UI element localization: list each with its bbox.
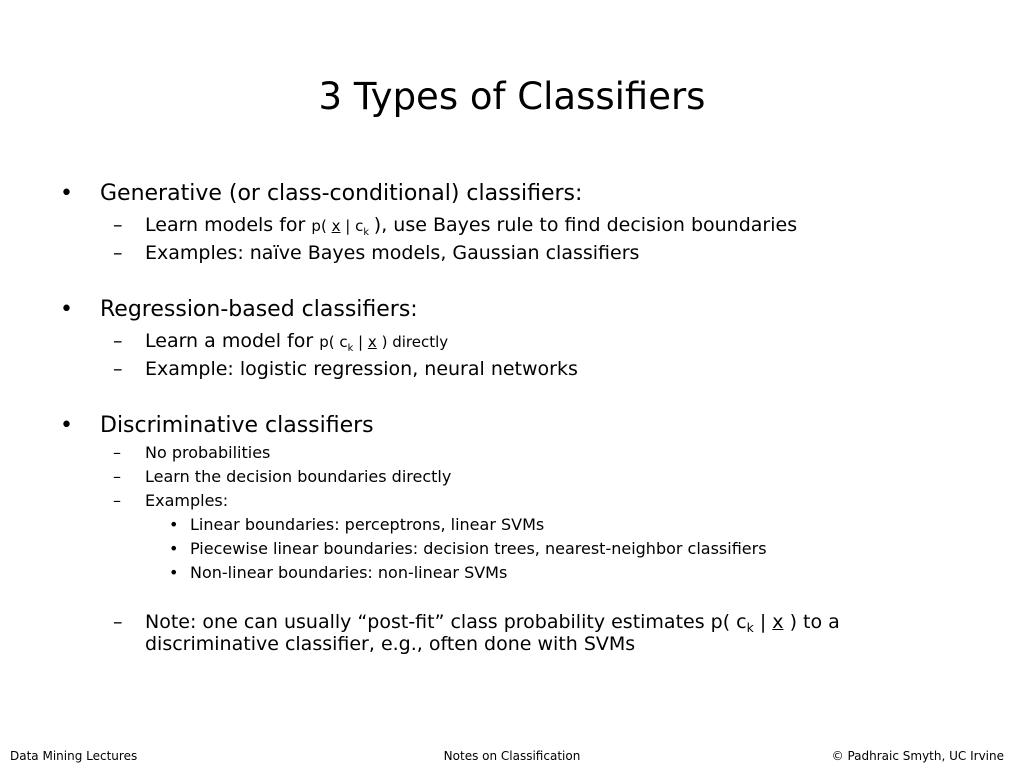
- section-heading-regression: Regression-based classifiers:: [100, 297, 418, 322]
- list-item-no-probabilities: No probabilities: [145, 443, 271, 462]
- dash-marker: –: [113, 242, 123, 264]
- list-item-learn-models: Learn models for p( x | $c_k$ ), use Bayes rule to find decision boundaries: [145, 214, 798, 238]
- note-line-1: Note: one can usually “post-fit” class probability estimates p( $c_k$ | x ) to a: [145, 611, 840, 635]
- bullet-marker: •: [60, 413, 73, 438]
- formula: p( $c_k$ | x ) directly: [319, 333, 449, 354]
- footer-left: Data Mining Lectures: [10, 749, 138, 763]
- note-line-2: discriminative classifier, e.g., often done with SVMs: [145, 633, 636, 655]
- list-item-learn-model: Learn a model for p( $c_k$ | x ) directly: [145, 330, 449, 354]
- list-item-learn-boundaries: Learn the decision boundaries directly: [145, 467, 452, 486]
- formula: p( x | $c_k$: [311, 217, 369, 238]
- bullet-marker: •: [169, 539, 179, 558]
- list-item-examples-discriminative: Examples:: [145, 491, 229, 510]
- sub-item-piecewise: Piecewise linear boundaries: decision trees, nearest-neighbor classifiers: [190, 539, 767, 558]
- sub-item-linear: Linear boundaries: perceptrons, linear SVMs: [190, 515, 545, 534]
- dash-marker: –: [113, 214, 123, 236]
- bullet-marker: •: [169, 515, 179, 534]
- dash-marker: –: [113, 330, 123, 352]
- footer-center: Notes on Classification: [443, 749, 581, 763]
- dash-marker: –: [113, 611, 123, 633]
- list-item-examples-generative: Examples: naïve Bayes models, Gaussian classifiers: [145, 242, 640, 264]
- section-heading-discriminative: Discriminative classifiers: [100, 413, 374, 438]
- bullet-marker: •: [169, 563, 179, 582]
- sub-item-nonlinear: Non-linear boundaries: non-linear SVMs: [190, 563, 508, 582]
- slide-title: 3 Types of Classifiers: [318, 75, 706, 118]
- dash-marker: –: [113, 467, 121, 486]
- footer-right: © Padhraic Smyth, UC Irvine: [831, 749, 1004, 763]
- section-heading-generative: Generative (or class-conditional) classifiers:: [100, 181, 583, 206]
- bullet-marker: •: [60, 297, 73, 322]
- list-item-example-regression: Example: logistic regression, neural networks: [145, 358, 578, 380]
- bullet-marker: •: [60, 181, 73, 206]
- dash-marker: –: [113, 443, 121, 462]
- dash-marker: –: [113, 358, 123, 380]
- dash-marker: –: [113, 491, 121, 510]
